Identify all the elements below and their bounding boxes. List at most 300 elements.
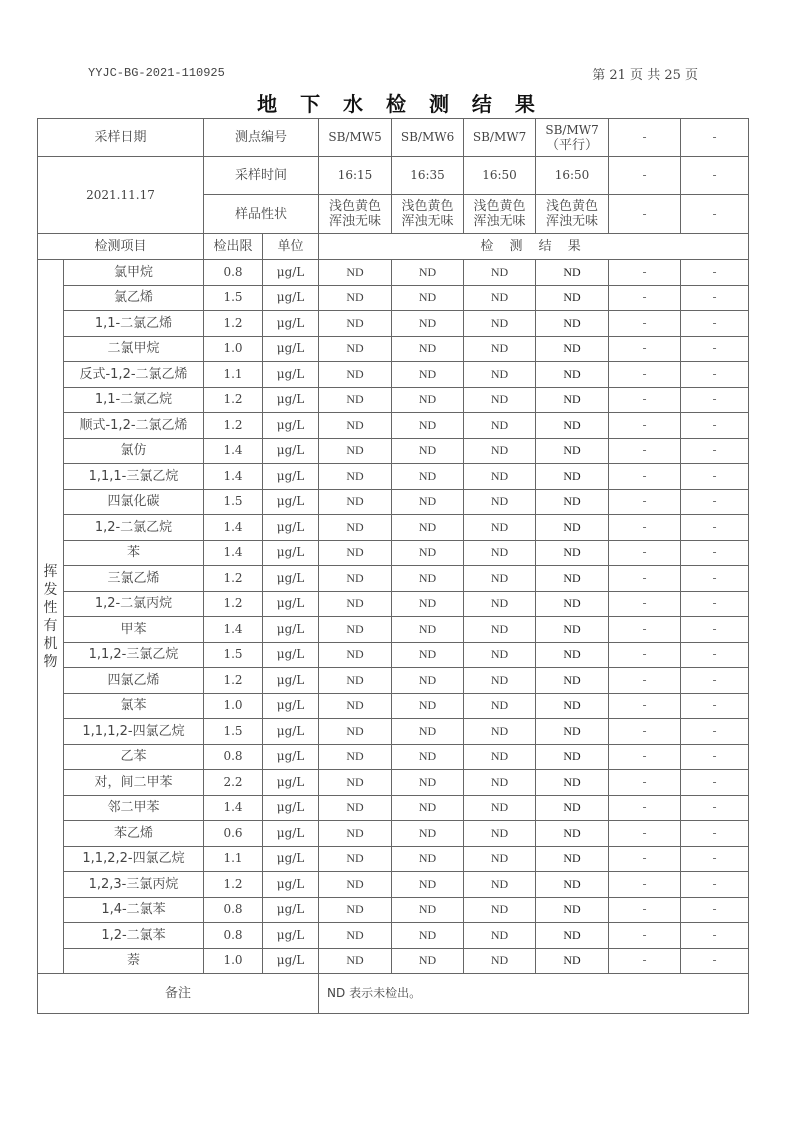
item-name: 1,1,1-三氯乙烷 xyxy=(64,464,204,490)
result-value: ND xyxy=(392,668,464,694)
limit-label: 检出限 xyxy=(204,234,263,260)
result-value: ND xyxy=(392,260,464,286)
result-value: - xyxy=(681,795,749,821)
sample-state: - xyxy=(609,195,681,234)
result-value: ND xyxy=(464,642,536,668)
unit: μg/L xyxy=(263,285,319,311)
result-value: ND xyxy=(536,515,609,541)
result-value: ND xyxy=(392,387,464,413)
unit: μg/L xyxy=(263,540,319,566)
unit: μg/L xyxy=(263,948,319,974)
result-value: - xyxy=(681,872,749,898)
result-value: ND xyxy=(392,693,464,719)
result-value: ND xyxy=(464,285,536,311)
item-name: 1,1,2,2-四氯乙烷 xyxy=(64,846,204,872)
result-value: ND xyxy=(464,566,536,592)
unit: μg/L xyxy=(263,642,319,668)
unit: μg/L xyxy=(263,387,319,413)
result-value: ND xyxy=(464,387,536,413)
item-label: 检测项目 xyxy=(38,234,204,260)
sample-state-line: 浑浊无味 xyxy=(401,214,454,229)
result-value: - xyxy=(609,795,681,821)
sample-state-line: 浅色黄色 xyxy=(401,199,454,214)
sampling-date: 2021.11.17 xyxy=(38,157,204,234)
sample-state-line: 浅色黄色 xyxy=(329,199,382,214)
point-id: SB/MW5 xyxy=(328,130,382,144)
result-value: ND xyxy=(536,464,609,490)
table-row xyxy=(38,948,749,974)
result-value: ND xyxy=(464,770,536,796)
result-value: ND xyxy=(319,642,392,668)
result-value: ND xyxy=(392,719,464,745)
table-row xyxy=(38,540,749,566)
item-name: 1,4-二氯苯 xyxy=(64,897,204,923)
unit: μg/L xyxy=(263,413,319,439)
table-row xyxy=(38,489,749,515)
point-id-row xyxy=(38,119,749,157)
result-value: ND xyxy=(319,540,392,566)
result-value: ND xyxy=(536,795,609,821)
result-value: ND xyxy=(392,923,464,949)
result-value: ND xyxy=(392,642,464,668)
result-value: ND xyxy=(319,770,392,796)
result-value: - xyxy=(609,515,681,541)
result-value: ND xyxy=(319,872,392,898)
sample-state-line: 浑浊无味 xyxy=(329,214,382,229)
result-value: ND xyxy=(319,362,392,388)
detection-limit: 1.4 xyxy=(204,515,263,541)
sample-state xyxy=(319,195,392,234)
result-value: - xyxy=(609,770,681,796)
remarks-text: ND 表示未检出。 xyxy=(319,974,749,1014)
table-row xyxy=(38,515,749,541)
table-row xyxy=(38,438,749,464)
unit: μg/L xyxy=(263,923,319,949)
result-value: - xyxy=(609,260,681,286)
result-value: - xyxy=(681,387,749,413)
result-value: ND xyxy=(536,846,609,872)
result-value: ND xyxy=(464,821,536,847)
detection-limit: 1.2 xyxy=(204,311,263,337)
result-value: ND xyxy=(392,285,464,311)
result-value: ND xyxy=(319,668,392,694)
result-value: - xyxy=(681,693,749,719)
result-value: - xyxy=(609,872,681,898)
result-value: - xyxy=(609,591,681,617)
unit: μg/L xyxy=(263,438,319,464)
result-value: - xyxy=(681,413,749,439)
detection-limit: 1.0 xyxy=(204,693,263,719)
result-value: ND xyxy=(536,948,609,974)
detection-limit: 1.4 xyxy=(204,540,263,566)
point-id: SB/MW7 xyxy=(472,130,527,144)
item-name: 对，间二甲苯 xyxy=(64,770,204,796)
result-value: ND xyxy=(464,540,536,566)
result-value: - xyxy=(681,668,749,694)
unit: μg/L xyxy=(263,719,319,745)
item-name: 三氯乙烯 xyxy=(64,566,204,592)
detection-limit: 1.0 xyxy=(204,948,263,974)
point-id-label: 测点编号 xyxy=(204,119,319,157)
unit: μg/L xyxy=(263,591,319,617)
result-value: - xyxy=(681,540,749,566)
detection-limit: 0.8 xyxy=(204,897,263,923)
table-row xyxy=(38,617,749,643)
result-value: ND xyxy=(536,566,609,592)
item-name: 氯乙烯 xyxy=(64,285,204,311)
unit: μg/L xyxy=(263,744,319,770)
result-value: - xyxy=(681,591,749,617)
result-value: - xyxy=(681,923,749,949)
result-value: ND xyxy=(319,744,392,770)
detection-limit: 0.8 xyxy=(204,260,263,286)
detection-limit: 1.2 xyxy=(204,591,263,617)
result-value: ND xyxy=(392,795,464,821)
point-id-sub: （平行） xyxy=(546,137,599,153)
result-value: ND xyxy=(536,744,609,770)
result-value: ND xyxy=(464,515,536,541)
detection-limit: 1.4 xyxy=(204,795,263,821)
point-id: SB/MW7 xyxy=(545,122,599,137)
unit: μg/L xyxy=(263,668,319,694)
result-value: - xyxy=(681,438,749,464)
result-value: - xyxy=(609,362,681,388)
unit: μg/L xyxy=(263,821,319,847)
column-header-row xyxy=(38,234,749,260)
result-value: ND xyxy=(319,617,392,643)
table-row xyxy=(38,387,749,413)
unit: μg/L xyxy=(263,515,319,541)
item-name: 萘 xyxy=(64,948,204,974)
result-value: ND xyxy=(319,413,392,439)
result-value: ND xyxy=(464,260,536,286)
sample-state-line: 浑浊无味 xyxy=(546,214,599,229)
result-value: ND xyxy=(319,311,392,337)
remarks-label: 备注 xyxy=(38,974,319,1014)
point-id-cell xyxy=(464,119,536,157)
result-value: ND xyxy=(464,923,536,949)
result-value: - xyxy=(681,897,749,923)
item-name: 反式-1,2-二氯乙烯 xyxy=(64,362,204,388)
result-value: ND xyxy=(536,897,609,923)
point-id-cell xyxy=(681,119,749,157)
item-name: 1,2,3-三氯丙烷 xyxy=(64,872,204,898)
result-value: - xyxy=(609,540,681,566)
result-value: ND xyxy=(464,438,536,464)
result-value: ND xyxy=(536,260,609,286)
result-value: - xyxy=(609,719,681,745)
result-value: - xyxy=(681,770,749,796)
result-value: ND xyxy=(392,770,464,796)
result-value: ND xyxy=(319,285,392,311)
result-value: - xyxy=(681,617,749,643)
detection-limit: 0.8 xyxy=(204,744,263,770)
unit: μg/L xyxy=(263,464,319,490)
result-value: - xyxy=(609,693,681,719)
result-value: ND xyxy=(392,744,464,770)
result-value: ND xyxy=(392,515,464,541)
result-value: ND xyxy=(319,693,392,719)
table-row xyxy=(38,846,749,872)
result-value: ND xyxy=(536,923,609,949)
detection-limit: 1.2 xyxy=(204,668,263,694)
result-value: ND xyxy=(392,617,464,643)
table-row xyxy=(38,795,749,821)
result-value: - xyxy=(681,566,749,592)
result-value: - xyxy=(609,413,681,439)
item-name: 苯乙烯 xyxy=(64,821,204,847)
result-value: - xyxy=(609,897,681,923)
result-value: ND xyxy=(536,336,609,362)
item-name: 氯甲烷 xyxy=(64,260,204,286)
sampling-time: - xyxy=(681,157,749,195)
sampling-time: 16:50 xyxy=(536,157,609,195)
detection-limit: 1.1 xyxy=(204,362,263,388)
table-row xyxy=(38,413,749,439)
point-id-cell xyxy=(319,119,392,157)
result-value: - xyxy=(681,362,749,388)
result-value: ND xyxy=(392,438,464,464)
result-value: ND xyxy=(392,413,464,439)
item-name: 氯苯 xyxy=(64,693,204,719)
result-value: ND xyxy=(392,591,464,617)
sampling-date-label: 采样日期 xyxy=(38,119,204,157)
result-value: ND xyxy=(392,821,464,847)
result-value: ND xyxy=(464,719,536,745)
item-name: 1,2-二氯乙烷 xyxy=(64,515,204,541)
table-row xyxy=(38,872,749,898)
table-row xyxy=(38,923,749,949)
detection-limit: 1.5 xyxy=(204,642,263,668)
unit: μg/L xyxy=(263,311,319,337)
result-value: ND xyxy=(536,617,609,643)
result-value: - xyxy=(681,846,749,872)
result-value: ND xyxy=(536,489,609,515)
sample-state: - xyxy=(681,195,749,234)
detection-limit: 1.4 xyxy=(204,617,263,643)
result-value: - xyxy=(609,617,681,643)
result-value: ND xyxy=(319,387,392,413)
unit: μg/L xyxy=(263,489,319,515)
item-name: 甲苯 xyxy=(64,617,204,643)
result-value: ND xyxy=(464,795,536,821)
result-value: - xyxy=(609,285,681,311)
item-name: 氯仿 xyxy=(64,438,204,464)
item-name: 苯 xyxy=(64,540,204,566)
result-value: - xyxy=(609,668,681,694)
sample-state xyxy=(464,195,536,234)
table-row xyxy=(38,285,749,311)
result-value: ND xyxy=(464,897,536,923)
table-row xyxy=(38,821,749,847)
table-row xyxy=(38,668,749,694)
results-label: 检 测 结 果 xyxy=(319,234,749,260)
detection-limit: 1.5 xyxy=(204,285,263,311)
result-value: ND xyxy=(392,362,464,388)
sample-state-line: 浅色黄色 xyxy=(473,199,526,214)
table-row xyxy=(38,566,749,592)
result-value: - xyxy=(681,285,749,311)
point-id-cell xyxy=(609,119,681,157)
detection-limit: 1.5 xyxy=(204,719,263,745)
page-info: 第 21 页 共 25 页 xyxy=(592,68,698,83)
detection-limit: 1.2 xyxy=(204,872,263,898)
result-value: ND xyxy=(319,464,392,490)
table-row xyxy=(38,362,749,388)
result-value: ND xyxy=(464,336,536,362)
result-value: - xyxy=(681,464,749,490)
sample-state xyxy=(392,195,464,234)
sampling-time-row xyxy=(38,157,749,195)
sampling-time: 16:15 xyxy=(319,157,392,195)
unit: μg/L xyxy=(263,336,319,362)
result-value: - xyxy=(609,489,681,515)
detection-limit: 1.0 xyxy=(204,336,263,362)
result-value: ND xyxy=(392,872,464,898)
result-value: ND xyxy=(319,821,392,847)
result-value: ND xyxy=(464,846,536,872)
result-value: ND xyxy=(464,464,536,490)
result-value: ND xyxy=(536,387,609,413)
result-value: ND xyxy=(536,693,609,719)
result-value: ND xyxy=(319,566,392,592)
unit: μg/L xyxy=(263,846,319,872)
result-value: - xyxy=(681,260,749,286)
result-value: ND xyxy=(392,464,464,490)
result-value: - xyxy=(609,846,681,872)
result-value: - xyxy=(609,336,681,362)
unit: μg/L xyxy=(263,617,319,643)
table-row xyxy=(38,897,749,923)
table-row xyxy=(38,642,749,668)
result-value: - xyxy=(681,336,749,362)
result-value: ND xyxy=(536,438,609,464)
result-value: ND xyxy=(536,311,609,337)
item-name: 顺式-1,2-二氯乙烯 xyxy=(64,413,204,439)
point-id: - xyxy=(712,130,717,144)
sample-state-label: 样品性状 xyxy=(204,195,319,234)
category-label xyxy=(38,260,64,974)
result-value: - xyxy=(681,821,749,847)
sampling-time: 16:35 xyxy=(392,157,464,195)
point-id-cell xyxy=(392,119,464,157)
result-value: ND xyxy=(319,719,392,745)
result-value: - xyxy=(609,923,681,949)
result-value: - xyxy=(681,719,749,745)
detection-limit: 1.5 xyxy=(204,489,263,515)
unit: μg/L xyxy=(263,566,319,592)
unit: μg/L xyxy=(263,795,319,821)
sampling-time: 16:50 xyxy=(464,157,536,195)
result-value: ND xyxy=(319,260,392,286)
sampling-time-label: 采样时间 xyxy=(204,157,319,195)
detection-limit: 1.4 xyxy=(204,464,263,490)
detection-limit: 1.2 xyxy=(204,413,263,439)
result-value: ND xyxy=(536,821,609,847)
result-value: ND xyxy=(464,617,536,643)
detection-limit: 0.6 xyxy=(204,821,263,847)
result-value: - xyxy=(681,948,749,974)
result-value: ND xyxy=(319,897,392,923)
item-name: 1,1,2-三氯乙烷 xyxy=(64,642,204,668)
result-value: ND xyxy=(464,413,536,439)
detection-limit: 0.8 xyxy=(204,923,263,949)
table-row xyxy=(38,336,749,362)
result-value: ND xyxy=(464,489,536,515)
result-value: - xyxy=(681,642,749,668)
result-value: ND xyxy=(319,438,392,464)
results-table xyxy=(37,118,749,1014)
result-value: - xyxy=(681,489,749,515)
result-value: ND xyxy=(536,413,609,439)
point-id-cell xyxy=(536,119,609,157)
result-value: ND xyxy=(392,311,464,337)
sample-state-line: 浑浊无味 xyxy=(473,214,526,229)
result-value: ND xyxy=(319,923,392,949)
unit: μg/L xyxy=(263,693,319,719)
result-value: ND xyxy=(464,872,536,898)
result-value: ND xyxy=(319,591,392,617)
item-name: 1,1-二氯乙烯 xyxy=(64,311,204,337)
result-value: - xyxy=(609,744,681,770)
detection-limit: 1.2 xyxy=(204,387,263,413)
item-name: 四氯化碳 xyxy=(64,489,204,515)
result-value: ND xyxy=(464,744,536,770)
sample-state-line: 浅色黄色 xyxy=(546,199,599,214)
detection-limit: 1.4 xyxy=(204,438,263,464)
result-value: ND xyxy=(536,770,609,796)
item-name: 1,1-二氯乙烷 xyxy=(64,387,204,413)
result-value: ND xyxy=(319,489,392,515)
table-row xyxy=(38,311,749,337)
table-row xyxy=(38,744,749,770)
result-value: ND xyxy=(319,336,392,362)
result-value: ND xyxy=(464,362,536,388)
table-row xyxy=(38,719,749,745)
result-value: - xyxy=(609,311,681,337)
item-name: 1,2-二氯丙烷 xyxy=(64,591,204,617)
result-value: ND xyxy=(392,336,464,362)
report-number: YYJC-BG-2021-110925 xyxy=(88,66,225,80)
table-row xyxy=(38,260,749,286)
table-row xyxy=(38,464,749,490)
document-title: 地 下 水 检 测 结 果 xyxy=(257,92,543,116)
result-value: - xyxy=(609,438,681,464)
item-name: 1,2-二氯苯 xyxy=(64,923,204,949)
result-value: ND xyxy=(392,948,464,974)
result-value: ND xyxy=(464,311,536,337)
result-value: ND xyxy=(536,540,609,566)
item-name: 1,1,1,2-四氯乙烷 xyxy=(64,719,204,745)
result-value: - xyxy=(681,311,749,337)
result-value: ND xyxy=(464,948,536,974)
result-value: ND xyxy=(319,948,392,974)
unit: μg/L xyxy=(263,260,319,286)
sampling-time: - xyxy=(609,157,681,195)
table-row xyxy=(38,770,749,796)
result-value: - xyxy=(681,515,749,541)
table-row xyxy=(38,591,749,617)
detection-limit: 1.1 xyxy=(204,846,263,872)
result-value: - xyxy=(609,464,681,490)
point-id: - xyxy=(642,130,647,144)
result-value: ND xyxy=(319,515,392,541)
result-value: ND xyxy=(536,362,609,388)
result-value: ND xyxy=(536,719,609,745)
result-value: - xyxy=(609,387,681,413)
unit: μg/L xyxy=(263,872,319,898)
result-value: ND xyxy=(392,897,464,923)
